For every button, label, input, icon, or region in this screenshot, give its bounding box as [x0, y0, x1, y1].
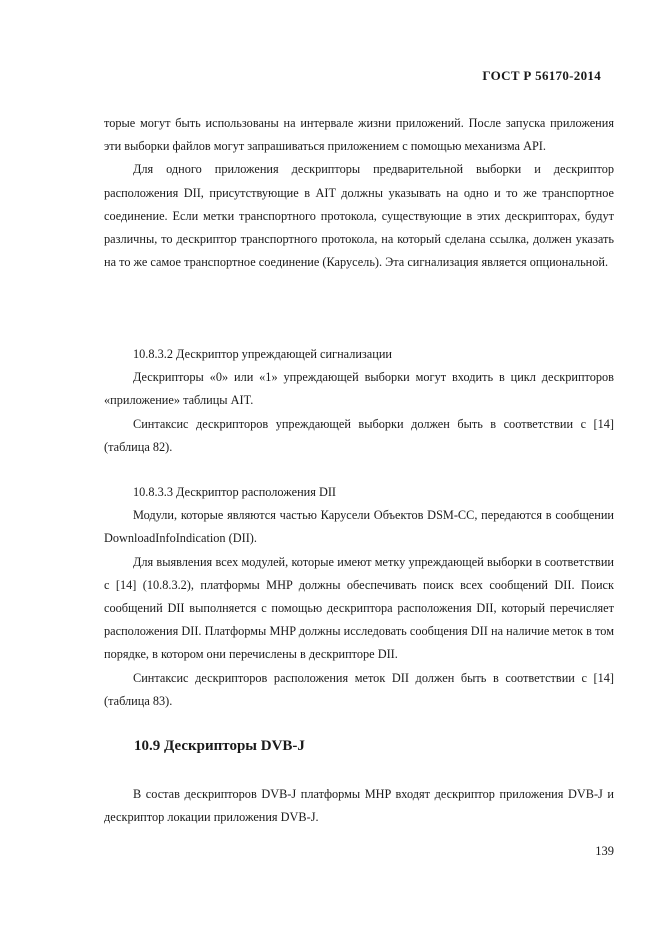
paragraph: Для одного приложения дескрипторы предварительной выборки и дескриптор расположения DII, присутствующие в AIT должны указывать на одно и то же транспортное соединение. Если метки транспортного протокола, существующие в этих дескрипторах, будут различны, то дескриптор транспортного протокола, на который сделана ссылка, должен указать на то же самое транспортное соединение (Карусель). Эта сигнализация является опциональной. — [104, 162, 614, 270]
paragraph: В состав дескрипторов DVB-J платформы MHP входят дескриптор приложения DVB-J и дескриптор локации приложения DVB-J. — [104, 787, 614, 825]
paragraph: Модули, которые являются частью Карусели Объектов DSM-CC, передаются в сообщении DownloadInfoIndication (DII). — [104, 508, 614, 546]
section-heading: 10.9 Дескрипторы DVB-J — [134, 738, 305, 754]
text-block-continuation — [104, 112, 614, 274]
page-number: 139 — [595, 844, 614, 858]
subsection-heading: 10.8.3.3 Дескриптор расположения DII — [133, 485, 337, 499]
paragraph: Для выявления всех модулей, которые имеют метку упреждающей выборки в соответствии с [14] (10.8.3.2), платформы MHP должны обеспечивать поиск всех сообщений DII. Поиск сообщений DII выполняется с помощью дескриптора расположения DII, который перечисляет расположения DII. Платформы MHP должны исследовать сообщения DII на наличие меток в том порядке, в котором они перечислены в дескрипторе DII. — [104, 554, 614, 662]
subsection-heading: 10.8.3.2 Дескриптор упреждающей сигнализации — [133, 347, 392, 361]
document-standard-header: ГОСТ Р 56170-2014 — [482, 68, 601, 83]
paragraph: Синтаксис дескрипторов расположения меток DII должен быть в соответствии с [14] (таблица 83). — [104, 670, 614, 708]
text-block-prefetch-signalling — [104, 343, 614, 459]
paragraph: Синтаксис дескрипторов упреждающей выборки должен быть в соответствии с [14] (таблица 82). — [104, 416, 614, 454]
text-block-dvbj — [104, 783, 614, 829]
paragraph: торые могут быть использованы на интервале жизни приложений. После запуска приложения эти выборки файлов могут запрашиваться приложением с помощью механизма API. — [104, 116, 614, 154]
paragraph: Дескрипторы «0» или «1» упреждающей выборки могут входить в цикл дескрипторов «приложение» таблицы AIT. — [104, 370, 614, 408]
text-block-dii-location — [104, 481, 614, 713]
